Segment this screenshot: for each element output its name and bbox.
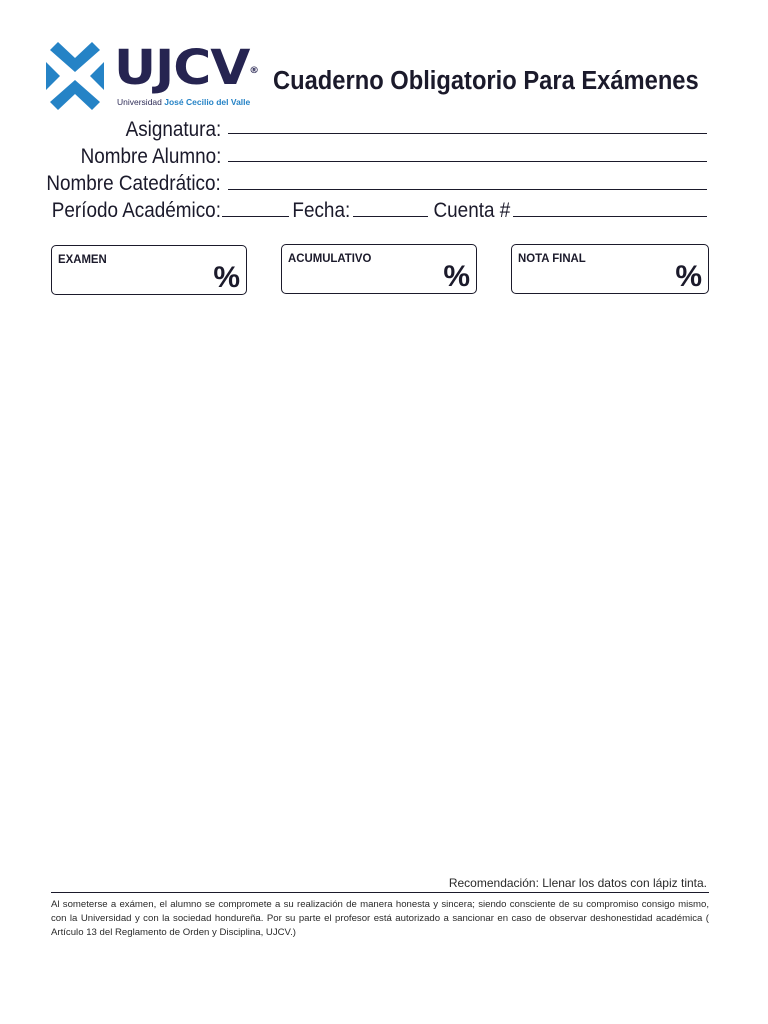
examen-box[interactable] — [51, 245, 247, 295]
nombre-alumno-label: Nombre Alumno: — [80, 145, 221, 168]
university-subtitle — [117, 97, 250, 107]
ujcv-logo-icon — [44, 38, 106, 114]
brand-wordmark — [114, 40, 278, 99]
nombre-alumno-line[interactable] — [228, 161, 707, 162]
registered-mark: ® — [249, 66, 259, 76]
brand-text: UJCV — [114, 40, 250, 96]
cuenta-line[interactable] — [513, 216, 707, 217]
acumulativo-box[interactable] — [281, 244, 477, 294]
examen-label: EXAMEN — [58, 252, 107, 266]
nota-final-percent: % — [675, 260, 702, 293]
acumulativo-label: ACUMULATIVO — [288, 251, 372, 265]
page-title: Cuaderno Obligatorio Para Exámenes — [273, 67, 699, 95]
disclaimer-text: Al someterse a exámen, el alumno se compromete a su realización de manera honesta y sincera; siendo consciente de su compromiso consigo mismo, con la Universidad y con la sociedad hondureña. Por su parte el profesor está autorizado a sancionar en caso de observar deshonestidad académica ( Artículo 13 del Reglamento de Orden y Disciplina, UJCV.) — [51, 899, 709, 938]
nota-final-label: NOTA FINAL — [518, 251, 586, 265]
fecha-label: Fecha: — [292, 199, 350, 222]
nombre-catedratico-label: Nombre Catedrático: — [46, 172, 221, 195]
subtitle-prefix: Universidad — [117, 97, 162, 107]
acumulativo-percent: % — [443, 260, 470, 293]
fecha-line[interactable] — [353, 216, 428, 217]
asignatura-label: Asignatura: — [125, 118, 221, 141]
subtitle-name: José Cecilio del Valle — [164, 97, 251, 107]
footer-divider — [51, 892, 709, 893]
cuenta-label: Cuenta # — [433, 199, 510, 222]
nombre-catedratico-line[interactable] — [228, 189, 707, 190]
periodo-academico-line[interactable] — [222, 216, 289, 217]
recommendation-text: Recomendación: Llenar los datos con lápiz tinta. — [448, 876, 707, 890]
examen-percent: % — [213, 261, 240, 294]
nota-final-box[interactable] — [511, 244, 709, 294]
periodo-academico-label: Período Académico: — [51, 199, 221, 222]
asignatura-line[interactable] — [228, 133, 707, 134]
